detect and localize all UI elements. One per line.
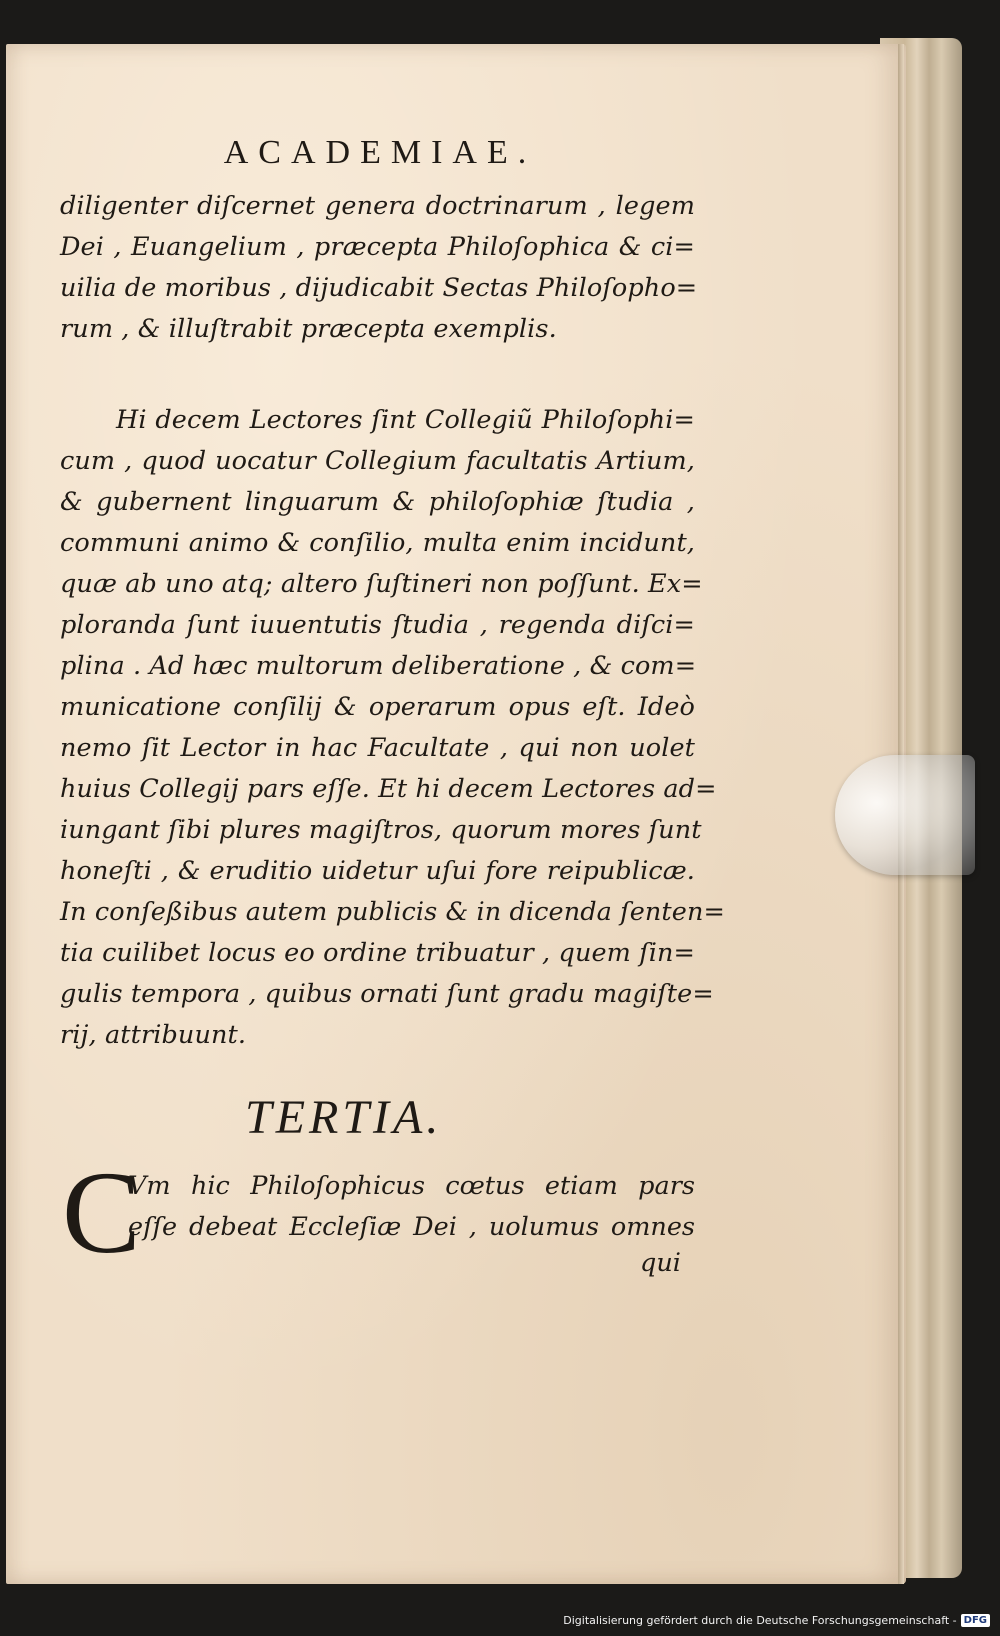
text-line: In conſeßibus autem publicis & in dicenda ſenten=: [60, 897, 725, 927]
transparent-clip: [835, 755, 975, 875]
text-line: rum , & illuſtrabit præcepta exemplis.: [60, 314, 557, 344]
text-line: rij, attribuunt.: [60, 1020, 247, 1050]
paragraph-3: [128, 1166, 695, 1248]
section-title: TERTIA.: [245, 1091, 443, 1144]
text-line: iungant ſibi plures magiſtros, quorum mores ſunt: [60, 815, 702, 845]
running-header: ACADEMIAE.: [223, 134, 537, 171]
text-line: honeſti , & eruditio uidetur uſui fore reipublicæ.: [60, 856, 695, 886]
text-line: quæ ab uno atq; altero ſuſtineri non poſſunt. Ex=: [60, 569, 703, 599]
text-line: Vm hic Philoſophicus cœtus etiam pars: [128, 1171, 695, 1201]
text-line: ploranda ſunt iuuentutis ſtudia , regenda diſci=: [60, 610, 695, 640]
text-line: communi animo & conſilio, multa enim incidunt,: [60, 528, 695, 558]
text-line: tia cuilibet locus eo ordine tribuatur , quem ſin=: [60, 938, 695, 968]
text-line: plina . Ad hæc multorum deliberatione , & com=: [60, 651, 697, 681]
text-line: & gubernent linguarum & philoſophiæ ſtudia ,: [60, 487, 695, 517]
catchword: qui: [640, 1248, 681, 1278]
text-line: nemo ſit Lector in hac Facultate , qui non uolet: [60, 733, 695, 763]
paragraph-2: [60, 400, 725, 1056]
text-line: eſſe debeat Eccleſiæ Dei , uolumus omnes: [128, 1212, 695, 1242]
footer-text: Digitalisierung gefördert durch die Deutsche Forschungsgemeinschaft -: [563, 1613, 957, 1627]
digitization-footer: [563, 1610, 990, 1630]
text-line: Dei , Euangelium , præcepta Philoſophica & ci=: [60, 232, 695, 262]
dfg-logo-icon: DFG: [961, 1614, 990, 1627]
text-line: diligenter diſcernet genera doctrinarum , legem: [60, 191, 695, 221]
text-line: gulis tempora , quibus ornati ſunt gradu magiſte=: [60, 979, 714, 1009]
text-line: cum , quod uocatur Collegium facultatis Artium,: [60, 446, 695, 476]
drop-cap: C: [62, 1147, 141, 1278]
text-line: huius Collegij pars eſſe. Et hi decem Lectores ad=: [60, 774, 717, 804]
text-line: municatione conſilij & operarum opus eſt. Ideò: [60, 692, 695, 722]
paragraph-1: [60, 186, 698, 350]
text-line: uilia de moribus , dijudicabit Sectas Philoſopho=: [60, 273, 698, 303]
text-line: Hi decem Lectores ſint Collegiũ Philoſophi=: [116, 405, 695, 435]
